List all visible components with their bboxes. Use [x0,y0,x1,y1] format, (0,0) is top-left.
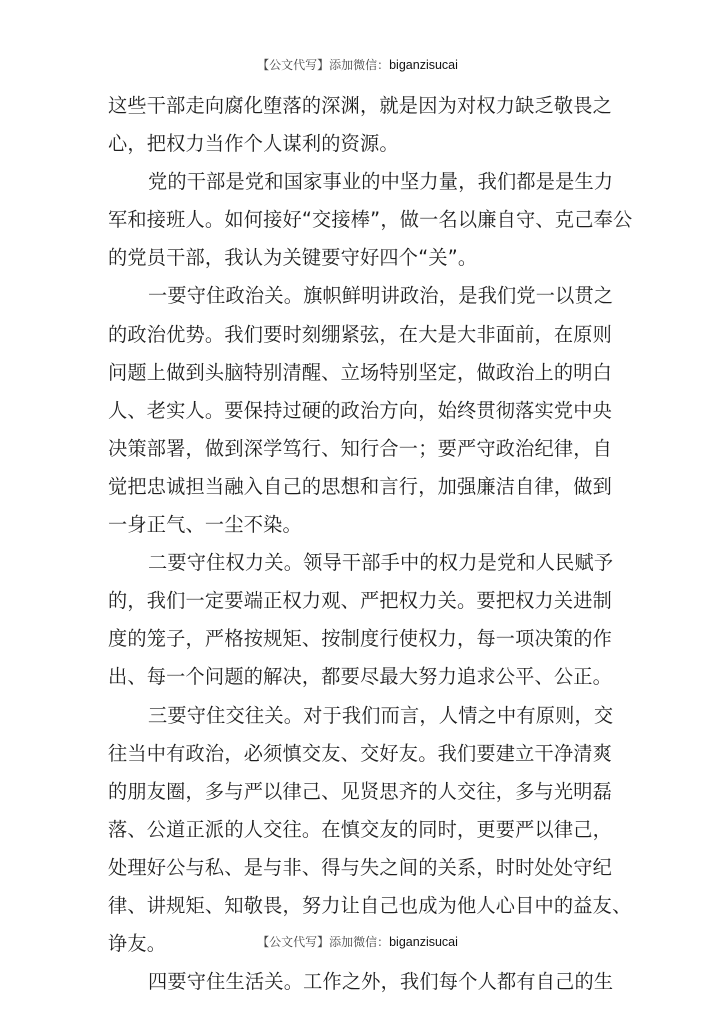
text-line: 的朋友圈，多与严以律己、见贤思齐的人交往，多与光明磊 [108,779,613,803]
document-body [108,87,633,1001]
page-footer [0,933,715,950]
text-line: 心，把权力当作个人谋利的资源。 [108,132,399,156]
text-line: 律、讲规矩、知敬畏，努力让自己也成为他人心目中的益友、 [108,893,632,917]
footer-wechat-id: biganzisucai [389,935,458,949]
text-line: 这些干部走向腐化堕落的深渊，就是因为对权力缺乏敬畏之 [108,94,613,117]
text-line: 觉把忠诚担当融入自己的思想和言行，加强廉洁自律，做到 [108,474,613,498]
text-line: 一身正气、一尘不染。 [108,513,302,537]
text-line: 军和接班人。如何接好“交接棒”，做一名以廉自守、克己奉公 [108,208,633,232]
text-line: 党的干部是党和国家事业的中坚力量，我们都是是生力 [148,170,614,194]
text-line: 度的笼子，严格按规矩、按制度行使权力，每一项决策的作 [108,627,613,651]
text-line: 三要守住交往关。对于我们而言，人情之中有原则，交 [148,703,614,727]
text-line: 人、老实人。要保持过硬的政治方向，始终贯彻落实党中央 [108,398,613,422]
text-line: 一要守住政治关。旗帜鲜明讲政治，是我们党一以贯之 [148,284,614,308]
text-line: 出、每一个问题的解决，都要尽最大努力追求公平、公正。 [108,665,613,689]
text-line: 二要守住权力关。领导干部手中的权力是党和人民赋予 [148,551,614,575]
text-line: 决策部署，做到深学笃行、知行合一；要严守政治纪律，自 [108,436,613,460]
text-line: 四要守住生活关。工作之外，我们每个人都有自己的生 [148,970,614,994]
text-line: 处理好公与私、是与非、得与失之间的关系，时时处处守纪 [108,855,613,879]
text-line: 诤友。 [108,932,167,956]
text-line: 的党员干部，我认为关键要守好四个“关”。 [108,246,478,270]
text-line: 落、公道正派的人交往。在慎交友的同时，更要严以律己， [108,817,613,841]
text-line: 往当中有政治，必须慎交友、交好友。我们要建立干净清爽 [108,741,613,765]
text-line: 的政治优势。我们要时刻绷紧弦，在大是大非面前，在原则 [108,322,613,346]
footer-note: 【公文代写】添加微信： [257,935,390,949]
header-wechat-id: biganzisucai [389,58,458,72]
header-note: 【公文代写】添加微信： [257,58,390,72]
page-header [0,56,715,73]
text-line: 问题上做到头脑特别清醒、立场特别坚定，做政治上的明白 [108,360,613,384]
text-line: 的，我们一定要端正权力观、严把权力关。要把权力关进制 [108,589,613,613]
